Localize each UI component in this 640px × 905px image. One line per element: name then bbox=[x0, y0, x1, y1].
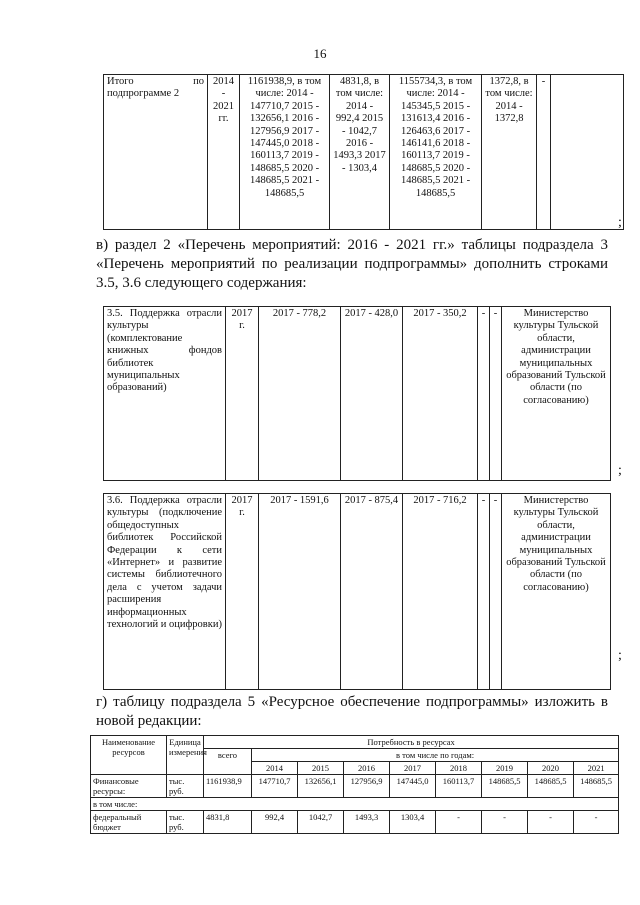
row-3-6-total: 2017 - 1591,6 bbox=[259, 494, 341, 690]
row-3-6-other: - bbox=[490, 494, 502, 690]
resource-header-total: всего bbox=[204, 749, 252, 775]
resource-value-cell: 148685,5 bbox=[528, 775, 574, 798]
row-3-6-executor: Министерство культуры Тульской области, администрации муниципальных образований Тульской области (по согласованию) bbox=[502, 494, 611, 690]
resource-value-cell: 147445,0 bbox=[390, 775, 436, 798]
resource-value-cell: 992,4 bbox=[252, 811, 298, 834]
resource-value-cell: 1303,4 bbox=[390, 811, 436, 834]
resource-row-total: 4831,8 bbox=[204, 811, 252, 834]
page-number: 16 bbox=[313, 46, 327, 61]
resource-value-cell: - bbox=[574, 811, 619, 834]
summary-other: - bbox=[537, 75, 551, 230]
row-3-5-year: 2017 г. bbox=[226, 307, 259, 481]
paragraph-g: г) таблицу подраздела 5 «Ресурсное обеспечение подпрограммы» изложить в новой редакции: bbox=[96, 694, 608, 729]
resource-year-cell: 2016 bbox=[344, 762, 390, 775]
resource-value-cell: 127956,9 bbox=[344, 775, 390, 798]
resource-value-cell: 148685,5 bbox=[482, 775, 528, 798]
summary-label: Итого по подпрограмме 2 bbox=[104, 75, 208, 230]
resource-year-cell: 2019 bbox=[482, 762, 528, 775]
resource-row-name: в том числе: bbox=[91, 798, 619, 811]
resource-header-need: Потребность в ресурсах bbox=[204, 736, 619, 749]
summary-total: 1161938,9, в том числе: 2014 - 147710,7 2015 - 132656,1 2016 - 127956,9 2017 - 147445,0 2018 - 160113,7 2019 - 148685,5 2020 - 148685,5 2021 - 148685,5 bbox=[240, 75, 330, 230]
summary-empty bbox=[551, 75, 624, 230]
summary-years: 2014 - 2021 гг. bbox=[208, 75, 240, 230]
row-3-6-name: 3.6. Поддержка отрасли культуры (подключение общедоступных библиотек Российской Федерации к сети «Интернет» и развитие системы библиотечного дела с учетом задачи расширения информационных технологий и оцифровки) bbox=[104, 494, 226, 690]
row-3-6-local: - bbox=[478, 494, 490, 690]
resource-value-cell: - bbox=[436, 811, 482, 834]
resource-year-cell: 2017 bbox=[390, 762, 436, 775]
row-3-5-total: 2017 - 778,2 bbox=[259, 307, 341, 481]
row-3-5-federal: 2017 - 428,0 bbox=[341, 307, 403, 481]
row-3-5-semicolon: ; bbox=[618, 463, 622, 478]
resource-value-cell: - bbox=[528, 811, 574, 834]
row-3-6-table bbox=[103, 493, 611, 690]
resource-header-byyear: в том числе по годам: bbox=[252, 749, 619, 762]
resource-row-total: 1161938,9 bbox=[204, 775, 252, 798]
row-3-6-federal: 2017 - 875,4 bbox=[341, 494, 403, 690]
resource-value-cell: 1042,7 bbox=[298, 811, 344, 834]
resource-row-unit: тыс. руб. bbox=[167, 811, 204, 834]
resource-value-cell: 132656,1 bbox=[298, 775, 344, 798]
resource-header-name: Наименование ресурсов bbox=[91, 736, 167, 775]
resource-value-cell: 1493,3 bbox=[344, 811, 390, 834]
resource-year-cell: 2015 bbox=[298, 762, 344, 775]
resource-year-cell: 2014 bbox=[252, 762, 298, 775]
row-3-5-table bbox=[103, 306, 611, 481]
summary-semicolon: ; bbox=[618, 215, 622, 230]
table-row bbox=[91, 775, 619, 798]
resource-row-name: федеральный бюджет bbox=[91, 811, 167, 834]
table-row bbox=[91, 811, 619, 834]
row-3-5-local: - bbox=[478, 307, 490, 481]
resource-year-cell: 2018 bbox=[436, 762, 482, 775]
resource-value-cell: - bbox=[482, 811, 528, 834]
resource-year-cell: 2020 bbox=[528, 762, 574, 775]
row-3-6-regional: 2017 - 716,2 bbox=[403, 494, 478, 690]
resource-value-cell: 160113,7 bbox=[436, 775, 482, 798]
row-3-6-semicolon: ; bbox=[618, 648, 622, 663]
resource-table bbox=[90, 735, 619, 834]
row-3-5-name: 3.5. Поддержка отрасли культуры (комплектование книжных фондов библиотек муниципальных образований) bbox=[104, 307, 226, 481]
resource-value-cell: 147710,7 bbox=[252, 775, 298, 798]
summary-federal: 4831,8, в том числе: 2014 - 992,4 2015 - 1042,7 2016 - 1493,3 2017 - 1303,4 bbox=[330, 75, 390, 230]
paragraph-v: в) раздел 2 «Перечень мероприятий: 2016 - 2021 гг.» таблицы подраздела 3 «Перечень мероприятий по реализации подпрограммы» дополнить строками 3.5, 3.6 следующего содержания: bbox=[96, 237, 608, 291]
resource-year-cell: 2021 bbox=[574, 762, 619, 775]
row-3-5-executor: Министерство культуры Тульской области, администрации муниципальных образований Тульской области (по согласованию) bbox=[502, 307, 611, 481]
row-3-5-other: - bbox=[490, 307, 502, 481]
summary-local: 1372,8, в том числе: 2014 - 1372,8 bbox=[482, 75, 537, 230]
resource-row-unit: тыс. руб. bbox=[167, 775, 204, 798]
summary-regional: 1155734,3, в том числе: 2014 - 145345,5 2015 - 131613,4 2016 - 126463,6 2017 - 146141,6 2018 - 160113,7 2019 - 148685,5 2020 - 148685,5 2021 - 148685,5 bbox=[390, 75, 482, 230]
row-3-5-regional: 2017 - 350,2 bbox=[403, 307, 478, 481]
resource-value-cell: 148685,5 bbox=[574, 775, 619, 798]
resource-header-unit: Единица измерения bbox=[167, 736, 204, 775]
summary-table bbox=[103, 74, 624, 230]
resource-row-name: Финансовые ресурсы: bbox=[91, 775, 167, 798]
table-row bbox=[91, 798, 619, 811]
row-3-6-year: 2017 г. bbox=[226, 494, 259, 690]
